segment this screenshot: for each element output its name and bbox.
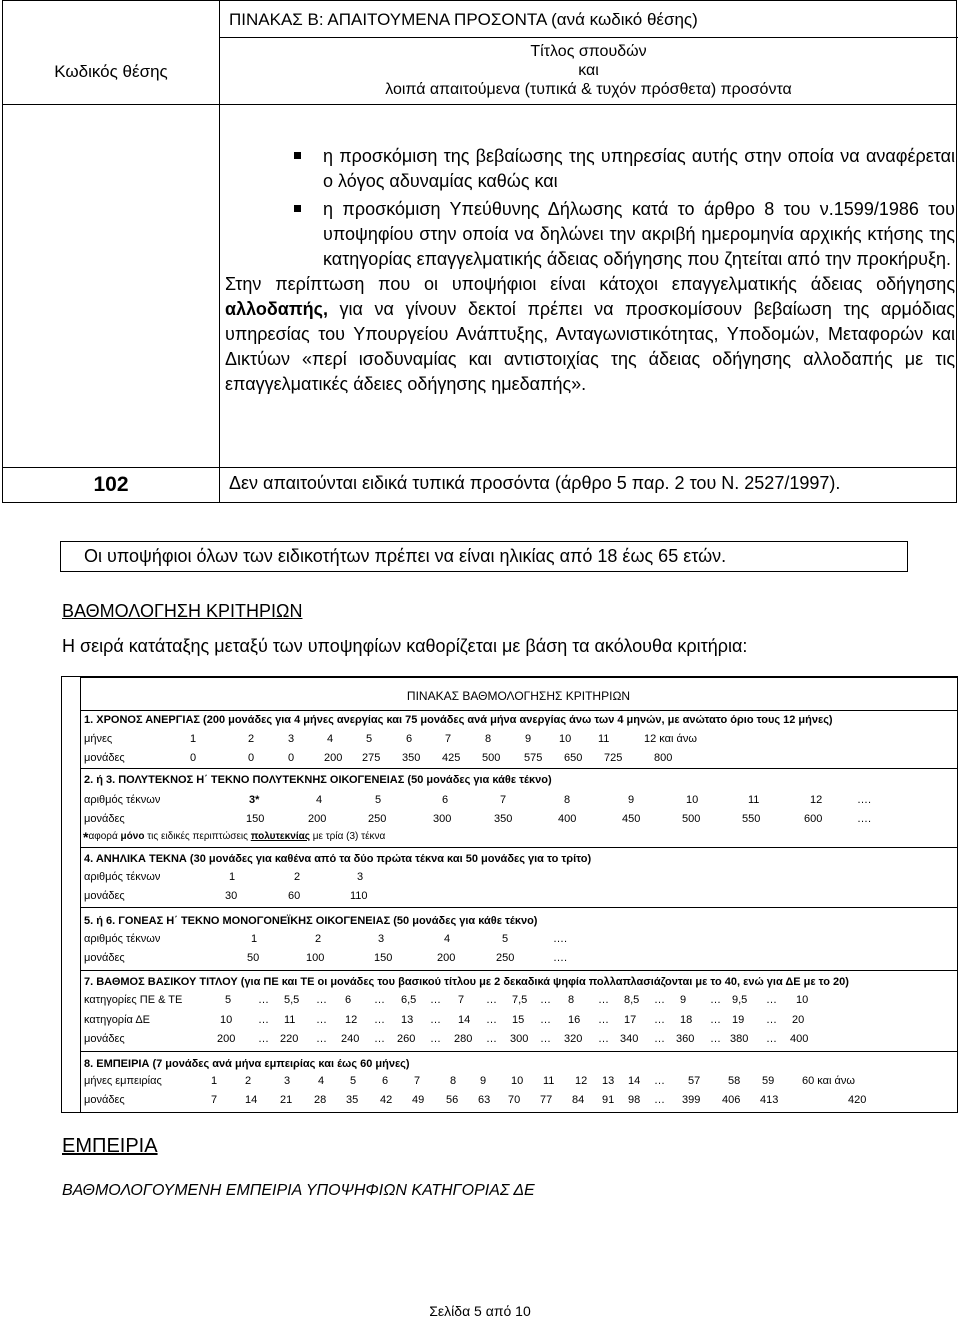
row-label: αριθμός τέκνων [84, 794, 161, 806]
foreign-license-paragraph [225, 272, 955, 397]
scoring-table [61, 676, 958, 1113]
table-cell: 413 [760, 1094, 779, 1106]
table-cell: 42 [380, 1094, 393, 1106]
table-cell: 17 [624, 1014, 637, 1026]
table-cell: 57 [688, 1075, 701, 1087]
table-cell: 9 [628, 794, 635, 806]
table-cell: 260 [397, 1033, 416, 1045]
table-cell: … [540, 994, 551, 1006]
table-cell: 19 [732, 1014, 745, 1026]
position-requirements: Δεν απαιτούνται ειδικά τυπικά προσόντα (άρθρο 5 παρ. 2 του Ν. 2527/1997). [229, 473, 841, 493]
table-cell: 0 [190, 752, 197, 764]
table-cell: 350 [494, 813, 513, 825]
table-cell: …. [857, 813, 872, 825]
criteria-heading: ΒΑΘΜΟΛΟΓΗΣΗ ΚΡΙΤΗΡΙΩΝ [62, 601, 303, 621]
table-cell: 11 [543, 1075, 555, 1087]
footnote: *αφορά μόνο τις ειδικές περιπτώσεις πολυτεκνίας με τρία (3) τέκνα [83, 829, 386, 845]
table-cell: 91 [602, 1094, 615, 1106]
table-cell: 200 [324, 752, 343, 764]
row-divider [80, 677, 957, 678]
row-divider [3, 104, 956, 105]
requirements-table [2, 0, 957, 503]
criteria-intro: Η σειρά κατάταξης μεταξύ των υποψηφίων καθορίζεται με βάση τα ακόλουθα κριτήρια: [62, 636, 748, 656]
table-cell: 4 [444, 933, 451, 945]
column-header-code: Κωδικός θέσης [54, 62, 168, 81]
table-cell: 1 [251, 933, 258, 945]
row-label: μονάδες [84, 813, 125, 825]
table-cell: … [486, 1014, 497, 1026]
table-cell: 500 [682, 813, 701, 825]
table-cell: 5 [366, 733, 373, 745]
table-cell: 6 [382, 1075, 389, 1087]
table-cell: 4 [316, 794, 323, 806]
scoring-table-inner [80, 677, 957, 1112]
table-cell: 3 [288, 733, 295, 745]
table-cell: 60 [288, 890, 301, 902]
table-cell: 4 [327, 733, 334, 745]
table-cell: 1 [229, 871, 236, 883]
section-heading-single-parent: 5. ή 6. ΓΟΝΕΑΣ Η΄ ΤΕΚΝΟ ΜΟΝΟΓΟΝΕΪΚΗΣ ΟΙΚΟΓΕΝΕΙΑΣ (50 μονάδες για κάθε τέκνο) [84, 915, 538, 927]
table-cell: 16 [568, 1014, 581, 1026]
row-label: μονάδες [84, 752, 125, 764]
table-cell: 3* [249, 794, 260, 806]
row-divider [80, 768, 957, 769]
table-cell: 7 [414, 1075, 421, 1087]
table-cell: 1 [190, 733, 197, 745]
table-cell: 8,5 [624, 994, 640, 1006]
table-cell: 14 [628, 1075, 641, 1087]
table-cell: 12 [575, 1075, 588, 1087]
row-divider [80, 1051, 957, 1052]
table-cell: … [430, 1014, 441, 1026]
position-code: 102 [93, 473, 129, 496]
column-header-title-line1: Τίτλος σπουδών [530, 43, 647, 60]
table-cell: 150 [374, 952, 393, 964]
bullet-item [225, 197, 955, 272]
table-cell: 240 [341, 1033, 360, 1045]
table-cell: 575 [524, 752, 543, 764]
table-cell: 11 [284, 1014, 296, 1026]
table-cell: 15 [512, 1014, 525, 1026]
table-cell: 200 [437, 952, 456, 964]
table-cell: 9 [680, 994, 687, 1006]
table-cell: 6 [345, 994, 352, 1006]
table-cell: … [654, 1075, 665, 1087]
table-cell: 0 [288, 752, 295, 764]
bullet-text: η προσκόμιση της βεβαίωσης της υπηρεσίας αυτής στην οποία να αναφέρεται ο λόγος αδυναμίας καθώς και [323, 146, 955, 191]
table-cell: 10 [559, 733, 572, 745]
table-cell: 650 [564, 752, 583, 764]
row-divider [80, 970, 957, 971]
table-cell: … [598, 994, 609, 1006]
row-divider [80, 907, 957, 908]
table-cell: 77 [540, 1094, 553, 1106]
table-cell: 725 [604, 752, 623, 764]
row-label: μονάδες [84, 1033, 125, 1045]
table-cell: 7 [458, 994, 465, 1006]
table-cell: 300 [510, 1033, 529, 1045]
row-label: κατηγορία ΔΕ [84, 1014, 150, 1026]
table-cell: 12 [345, 1014, 358, 1026]
table-cell: … [654, 994, 665, 1006]
table-cell: 2 [294, 871, 301, 883]
table-cell: 150 [246, 813, 265, 825]
table-cell: …. [553, 933, 568, 945]
table-cell: 250 [368, 813, 387, 825]
table-cell: 7 [445, 733, 452, 745]
table-cell: 10 [220, 1014, 233, 1026]
table-cell: … [316, 1033, 327, 1045]
table-cell: 100 [306, 952, 325, 964]
table-cell: 50 [247, 952, 260, 964]
table-cell: 2 [315, 933, 322, 945]
bullet-text: η προσκόμιση Υπεύθυνης Δήλωσης κατά το άρθρο 8 του ν.1599/1986 του υποψηφίου στην οποία να δηλώνει την ακριβή ημερομηνία αρχικής κτήσης της κατηγορίας επαγγελματικής άδειας οδήγησης που ζητείται από την προκήρυξη. [323, 199, 955, 269]
table-cell: 11 [748, 794, 760, 806]
table-cell: 5,5 [284, 994, 300, 1006]
table-cell: 399 [682, 1094, 701, 1106]
table-cell: 1 [211, 1075, 218, 1087]
experience-heading: ΕΜΠΕΙΡΙΑ [62, 1135, 158, 1157]
table-cell: … [540, 1033, 551, 1045]
table-cell: 320 [564, 1033, 583, 1045]
table-cell: 0 [248, 752, 255, 764]
table-cell: … [766, 994, 777, 1006]
table-cell: 425 [442, 752, 461, 764]
table-cell: 406 [722, 1094, 741, 1106]
table-cell: … [374, 1014, 385, 1026]
table-cell: 8 [564, 794, 571, 806]
page-number: Σελίδα 5 από 10 [429, 1303, 531, 1319]
table-cell: 3 [378, 933, 385, 945]
table-cell: … [430, 1033, 441, 1045]
table-cell: 6,5 [401, 994, 417, 1006]
table-cell: … [710, 1033, 721, 1045]
table-cell: 10 [686, 794, 699, 806]
section-heading-degree-grade: 7. ΒΑΘΜΟΣ ΒΑΣΙΚΟΥ ΤΙΤΛΟΥ (για ΠΕ και ΤΕ οι μονάδες του βασικού τίτλου με 2 δεκαδικά ψηφία πολλαπλασιάζονται με το 40, ενώ για ΔΕ με το 20) [84, 976, 849, 988]
table-cell: … [710, 994, 721, 1006]
table-cell: … [316, 1014, 327, 1026]
table-cell: 98 [628, 1094, 641, 1106]
table-cell: 5 [502, 933, 509, 945]
table-cell: 275 [362, 752, 381, 764]
table-cell: 300 [433, 813, 452, 825]
table-cell: 8 [485, 733, 492, 745]
table-cell: … [598, 1033, 609, 1045]
table-cell: 280 [454, 1033, 473, 1045]
table-cell: 21 [280, 1094, 293, 1106]
table-cell: 8 [568, 994, 575, 1006]
row-divider [219, 37, 958, 38]
row-divider [80, 710, 957, 711]
row-label: μήνες [84, 733, 113, 745]
table-cell: 4 [318, 1075, 325, 1087]
row-label: μονάδες [84, 890, 125, 902]
bullet-item [225, 144, 955, 194]
row-divider [80, 847, 957, 848]
table-cell: 12 και άνω [644, 733, 697, 745]
row-label: μονάδες [84, 952, 125, 964]
table-title: ΠΙΝΑΚΑΣ Β: ΑΠΑΙΤΟΥΜΕΝΑ ΠΡΟΣΟΝΤΑ (ανά κωδικό θέσης) [229, 10, 698, 29]
table-cell: 380 [730, 1033, 749, 1045]
row-label: μήνες εμπειρίας [84, 1075, 162, 1087]
table-cell: 800 [654, 752, 673, 764]
table-cell: 58 [728, 1075, 741, 1087]
table-cell: 220 [280, 1033, 299, 1045]
requirements-text [225, 144, 955, 397]
table-cell: 13 [602, 1075, 615, 1087]
age-requirement-text: Οι υποψήφιοι όλων των ειδικοτήτων πρέπει να είναι ηλικίας από 18 έως 65 ετών. [84, 546, 727, 566]
table-cell: 70 [508, 1094, 521, 1106]
table-cell: … [710, 1014, 721, 1026]
table-cell: … [766, 1014, 777, 1026]
table-cell: 400 [790, 1033, 809, 1045]
table-cell: … [654, 1033, 665, 1045]
table-cell: 14 [458, 1014, 471, 1026]
table-cell: 500 [482, 752, 501, 764]
table-cell: 2 [248, 733, 255, 745]
table-cell: … [258, 1014, 269, 1026]
table-cell: 420 [848, 1094, 867, 1106]
paragraph-text: για να γίνουν δεκτοί πρέπει να προσκομίσουν βεβαίωση της αρμόδιας υπηρεσίας του Υπουργείου Ανάπτυξης, Ανταγωνιστικότητας, Υποδομών, Μεταφορών και Δικτύων «περί ισοδυναμίας και αντιστοιχίας της άδειας οδήγησης αλλοδαπής με τις επαγγελματικές άδειες οδήγησης ημεδαπής». [225, 299, 955, 394]
table-cell: … [540, 1014, 551, 1026]
table-cell: 600 [804, 813, 823, 825]
table-cell: 14 [245, 1094, 258, 1106]
table-cell: 7,5 [512, 994, 528, 1006]
table-cell: 28 [314, 1094, 327, 1106]
table-cell: 6 [442, 794, 449, 806]
table-cell: 350 [402, 752, 421, 764]
scoring-table-caption: ΠΙΝΑΚΑΣ ΒΑΘΜΟΛΟΓΗΣΗΣ ΚΡΙΤΗΡΙΩΝ [406, 689, 631, 703]
table-cell: 10 [511, 1075, 524, 1087]
table-cell: 13 [401, 1014, 414, 1026]
table-cell: … [316, 994, 327, 1006]
table-cell: … [486, 1033, 497, 1045]
experience-subheading: ΒΑΘΜΟΛΟΓΟΥΜΕΝΗ ΕΜΠΕΙΡΙΑ ΥΠΟΨΗΦΙΩΝ ΚΑΤΗΓΟΡΙΑΣ ΔΕ [62, 1182, 535, 1199]
table-cell: 49 [412, 1094, 425, 1106]
row-label: κατηγορίες ΠΕ & ΤΕ [84, 994, 183, 1006]
table-cell: 5 [375, 794, 382, 806]
table-cell: 3 [284, 1075, 291, 1087]
table-cell: … [766, 1033, 777, 1045]
table-cell: 250 [496, 952, 515, 964]
table-cell: … [598, 1014, 609, 1026]
table-cell: … [430, 994, 441, 1006]
table-cell: 63 [478, 1094, 491, 1106]
paragraph-bold: αλλοδαπής, [225, 299, 328, 319]
table-cell: 7 [211, 1094, 218, 1106]
table-cell: 3 [357, 871, 364, 883]
table-cell: 200 [308, 813, 327, 825]
table-cell: 5 [350, 1075, 357, 1087]
section-heading-minor-children: 4. ΑΝΗΛΙΚΑ ΤΕΚΝΑ (30 μονάδες για καθένα από τα δύο πρώτα τέκνα και 50 μονάδες για το τρίτο) [84, 853, 592, 865]
table-cell: 20 [792, 1014, 805, 1026]
table-cell: 9,5 [732, 994, 748, 1006]
table-cell: 5 [225, 994, 232, 1006]
table-cell: 59 [762, 1075, 775, 1087]
table-cell: 8 [450, 1075, 457, 1087]
column-header-title-line2: και [578, 62, 599, 79]
square-bullet-icon [294, 205, 301, 212]
table-cell: 18 [680, 1014, 693, 1026]
column-header-title-line3: λοιπά απαιτούμενα (τυπικά & τυχόν πρόσθετα) προσόντα [385, 81, 792, 98]
section-heading-unemployment: 1. ΧΡΟΝΟΣ ΑΝΕΡΓΙΑΣ (200 μονάδες για 4 μήνες ανεργίας και 75 μονάδες ανά μήνα ανεργίας άνω των 4 μηνών, με ανώτατο όριο τους 12 μήνες) [84, 714, 833, 726]
table-cell: 110 [350, 890, 368, 902]
row-label: αριθμός τέκνων [84, 933, 161, 945]
table-cell: … [258, 994, 269, 1006]
table-cell: 400 [558, 813, 577, 825]
section-heading-large-family: 2. ή 3. ΠΟΛΥΤΕΚΝΟΣ Η΄ ΤΕΚΝΟ ΠΟΛΥΤΕΚΝΗΣ ΟΙΚΟΓΕΝΕΙΑΣ (50 μονάδες για κάθε τέκνο) [84, 774, 552, 786]
table-cell: 550 [742, 813, 761, 825]
table-cell: …. [553, 952, 568, 964]
table-cell: 7 [500, 794, 507, 806]
table-cell: …. [857, 794, 872, 806]
table-cell: 9 [480, 1075, 487, 1087]
square-bullet-icon [294, 152, 301, 159]
table-cell: 340 [620, 1033, 639, 1045]
row-label: αριθμός τέκνων [84, 871, 161, 883]
table-cell: 12 [810, 794, 823, 806]
table-cell: 200 [217, 1033, 236, 1045]
paragraph-text: Στην περίπτωση που οι υποψήφιοι είναι κάτοχοι επαγγελματικής άδειας οδήγησης [225, 274, 955, 294]
age-requirement-box [60, 541, 908, 572]
table-cell: … [486, 994, 497, 1006]
table-cell: … [374, 994, 385, 1006]
table-cell: 6 [406, 733, 413, 745]
table-cell: 450 [622, 813, 641, 825]
table-cell: 9 [525, 733, 532, 745]
table-cell: 10 [796, 994, 809, 1006]
table-cell: 84 [572, 1094, 585, 1106]
table-cell: … [374, 1033, 385, 1045]
row-label: μονάδες [84, 1094, 125, 1106]
section-heading-experience: 8. ΕΜΠΕΙΡΙΑ (7 μονάδες ανά μήνα εμπειρίας και έως 60 μήνες) [84, 1058, 410, 1070]
table-cell: … [258, 1033, 269, 1045]
table-cell: 360 [676, 1033, 695, 1045]
table-cell: 60 και άνω [802, 1075, 855, 1087]
table-cell: 56 [446, 1094, 459, 1106]
table-cell: 2 [245, 1075, 252, 1087]
table-cell: 30 [225, 890, 238, 902]
row-divider [3, 467, 956, 468]
table-cell: 35 [346, 1094, 359, 1106]
table-cell: … [654, 1014, 665, 1026]
table-cell: … [654, 1094, 665, 1106]
table-cell: 11 [598, 733, 610, 745]
